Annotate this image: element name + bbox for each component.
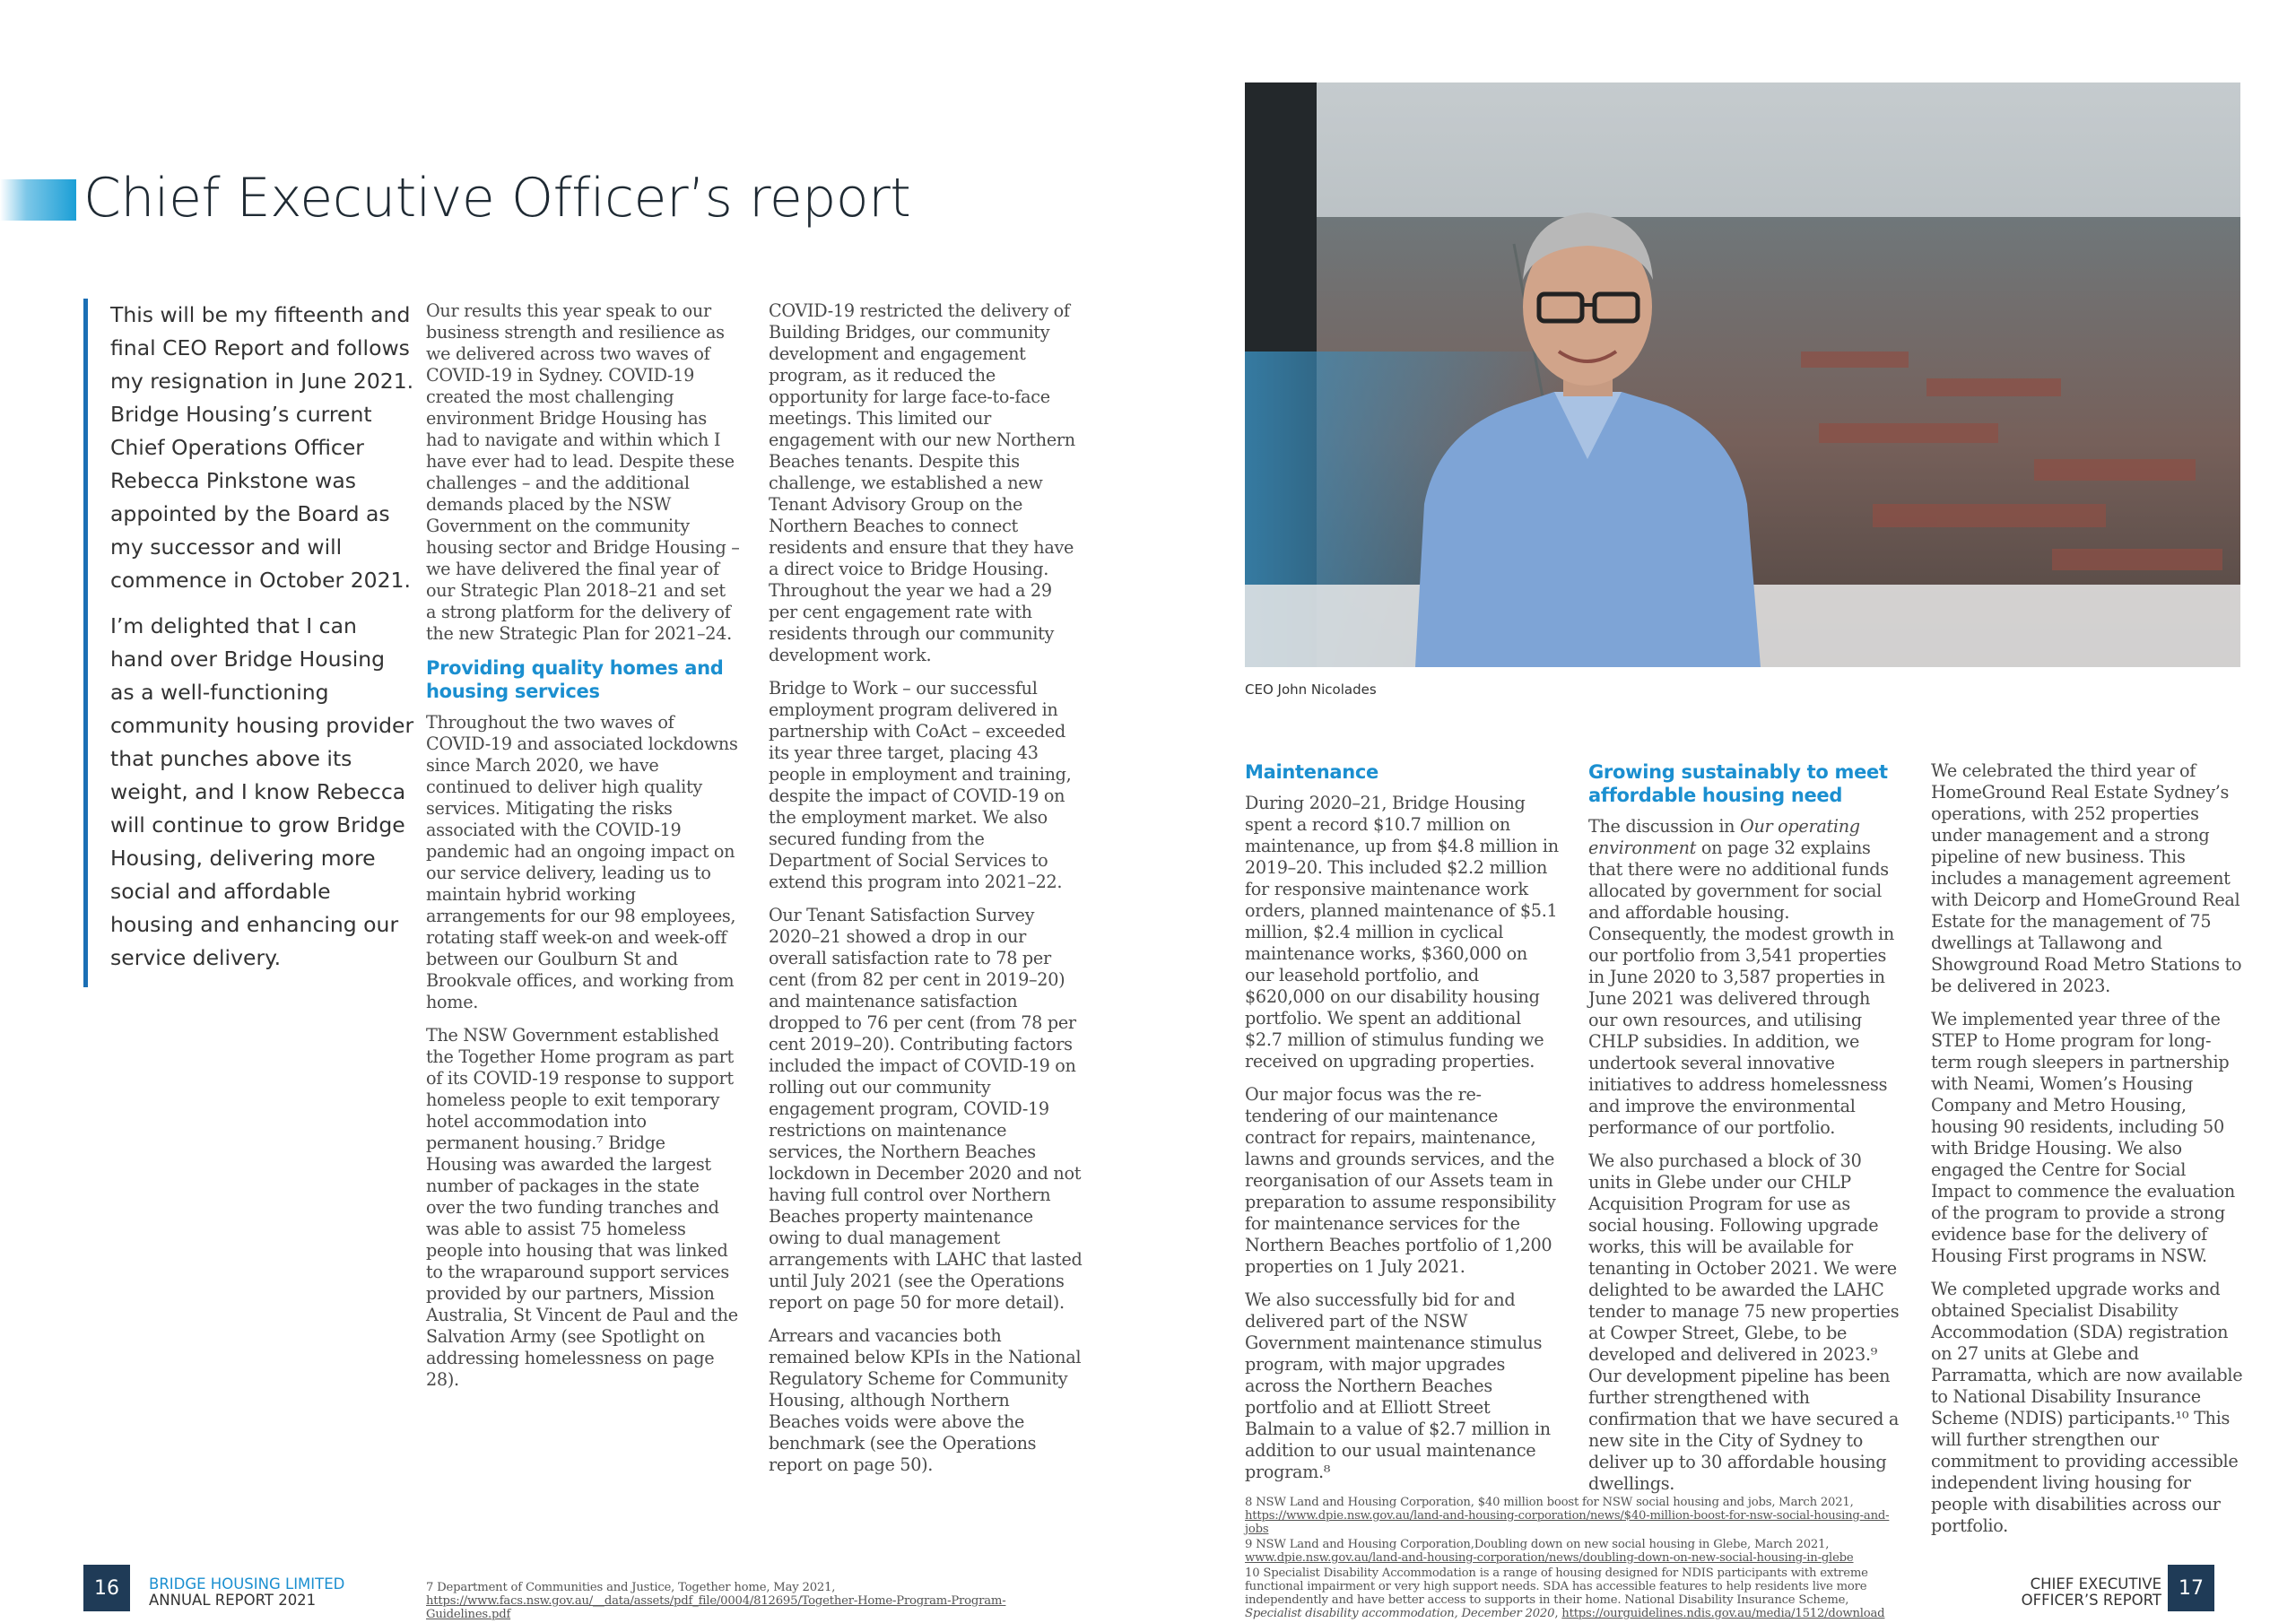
ceo-photo — [1245, 82, 2240, 667]
paragraph: We completed upgrade works and obtained Specialist Disability Accommodation (SDA) registration on 27 units at Glebe and Parramatta, which are now available to National Disability Insurance Scheme (NDIS) participants.¹⁰ This will further strengthen our commitment to providing accessible independent living housing for people with disabilities across our portfolio. — [1931, 1279, 2243, 1536]
paragraph: Bridge to Work – our successful employment program delivered in partnership with CoAct – exceeded its year three target, placing 43 people in employment and training, despite the impact of COVID-19 on the employment market. We also secured funding from the Department of Social Services to extend this program into 2021–22. — [769, 678, 1072, 892]
footnote-text: 8 NSW Land and Housing Corporation, $40 million boost for NSW social housing and jobs, March 2021, — [1245, 1496, 1854, 1509]
footnote-link[interactable]: https://www.facs.nsw.gov.au/__data/assets/pdf_file/0004/812695/Together-Home-Program-Program-Guidelines.pdf — [426, 1594, 1006, 1621]
paragraph: The NSW Government established the Together Home program as part of its COVID-19 response to support homeless people to exit temporary hotel accommodation into permanent housing.⁷ Bridge Housing was awarded the largest number of packages in the state over the two funding tranches and was able to assist 75 homeless people into housing that was linked to the wraparound support services provided by our partners, Mission Australia, St Vincent de Paul and the Salvation Army (see Spotlight on addressing homelessness on page 28). — [426, 1025, 738, 1390]
paragraph: Our Tenant Satisfaction Survey 2020–21 showed a drop in our overall satisfaction rate to 78 per cent (from 82 per cent in 2019–20) and maintenance satisfaction dropped to 76 per cent (from 78 per cent 2019–20). Contributing factors included the impact of COVID-19 on rolling out our community engagement program, COVID-19 restrictions on maintenance services, the Northern Beaches lockdown in December 2020 and not having full control over Northern Beaches property maintenance owing to dual management arrangements with LAHC that lasted until July 2021 (see the Operations report on page 50 for more detail). — [769, 905, 1083, 1313]
text-column-1 — [426, 300, 740, 1402]
ceo-photo-illustration — [1245, 82, 2240, 667]
paragraph: Our results this year speak to our business strength and resilience as we delivered across two waves of COVID-19 in Sydney. COVID-19 created the most challenging environment Bridge Housing has had to navigate and within which I have ever had to lead. Despite these challenges – and the additional demands placed by the NSW Government on the community housing sector and Bridge Housing – we have delivered the final year of our Strategic Plan 2018–21 and set a strong platform for the delivery of the new Strategic Plan for 2021–24. — [426, 300, 740, 644]
footnote-8 — [1245, 1496, 1909, 1536]
intro-quote — [83, 299, 415, 987]
footnote-text: 9 NSW Land and Housing Corporation,Doubling down on new social housing in Glebe, March 2021, — [1245, 1538, 1830, 1551]
intro-paragraph: I’m delighted that I can hand over Bridge Housing as a well-functioning community housing provider that punches above its weight, and I know Rebecca will continue to grow Bridge Housing, delivering more social and affordable housing and enhancing our service delivery. — [110, 613, 414, 970]
text-run: The discussion in — [1588, 816, 1741, 837]
text-run: on page 32 explains that there were no additional funds allocated by government for social and affordable housing. Consequently, the modest growth in our portfolio from 3,541 properties in June 2020 to 3,587 properties in June 2021 was delivered through our own resources, and utilising CHLP subsidies. In addition, we undertook several innovative initiatives to address homelessness and improve the environmental performance of our portfolio. — [1588, 838, 1894, 1138]
section-name-line1: CHIEF EXECUTIVE — [2030, 1575, 2161, 1593]
footnote-text: , — [1554, 1607, 1562, 1620]
photo-caption: CEO John Nicolades — [1245, 681, 1377, 698]
section-heading: Providing quality homes and housing services — [426, 657, 724, 702]
paragraph: We celebrated the third year of HomeGround Real Estate Sydney’s operations, with 252 properties under management and a strong pipeline of new business. This includes a management agreement with Deicorp and HomeGround Real Estate for the management of 75 dwellings at Tallawong and Showground Road Metro Stations to be delivered in 2023. — [1931, 760, 2242, 996]
paragraph — [1588, 816, 1902, 1139]
text-column-5 — [1931, 760, 2245, 1549]
paragraph: COVID-19 restricted the delivery of Building Bridges, our community development and engagement program, as it reduced the opportunity for large face-to-face meetings. This limited our engagement with our new Northern Beaches tenants. Despite this challenge, we established a new Tenant Advisory Group on the Northern Beaches to connect residents and ensure that they have a direct voice to Bridge Housing. Throughout the year we had a 29 per cent engagement rate with residents through our community development work. — [769, 300, 1075, 665]
paragraph: We also purchased a block of 30 units in Glebe under our CHLP Acquisition Program for use as social housing. Following upgrade works, this will be available for tenanting in October 2021. We were delighted to be awarded the LAHC tender to manage 75 new properties at Cowper Street, Glebe, to be developed and delivered in 2023.⁹ Our development pipeline has been further strengthened with confirmation that we have secured a new site in the City of Sydney to deliver up to 30 affordable housing dwellings. — [1588, 1150, 1900, 1494]
text-column-3 — [1245, 760, 1559, 1495]
section-heading: Growing sustainably to meet affordable housing need — [1588, 761, 1888, 806]
paragraph: Arrears and vacancies both remained below KPIs in the National Regulatory Scheme for Community Housing, although Northern Beaches voids were above the benchmark (see the Operations report on page 50). — [769, 1325, 1082, 1475]
emphasis-text: Specialist disability accommodation, December 2020 — [1245, 1607, 1555, 1620]
emphasis-text: Our operating environment — [1588, 816, 1860, 858]
text-column-4 — [1588, 760, 1902, 1506]
paragraph: Our major focus was the re-tendering of our maintenance contract for repairs, maintenance, lawns and grounds services, and the reorganisation of our Assets team in preparation to assume responsibility for maintenance services for the Northern Beaches portfolio of 1,200 properties on 1 July 2021. — [1245, 1084, 1556, 1277]
footnote-text: 7 Department of Communities and Justice, Together home, May 2021, — [426, 1581, 836, 1594]
paragraph: We implemented year three of the STEP to Home program for long-term rough sleepers in partnership with Neami, Women’s Housing Company and Metro Housing, housing 90 residents, including 50 with Bridge Housing. We also engaged the Centre for Social Impact to commence the evaluation of the program to provide a strong evidence base for the delivery of Housing First programs in NSW. — [1931, 1009, 2235, 1266]
title-accent-bar — [0, 179, 76, 221]
paragraph: Throughout the two waves of COVID-19 and associated lockdowns since March 2020, we have continued to deliver high quality services. Mitigating the risks associated with the COVID-19 pandemic had an ongoing impact on our service delivery, leading us to maintain hybrid working arrangements for our 98 employees, rotating staff week-on and week-off between our Goulburn St and Brookvale offices, and working from home. — [426, 712, 738, 1012]
org-name: BRIDGE HOUSING LIMITED — [149, 1575, 345, 1593]
footnote-link[interactable]: www.dpie.nsw.gov.au/land-and-housing-corporation/news/doubling-down-on-new-social-housing-in-glebe — [1245, 1551, 1854, 1565]
section-name-line2: OFFICER’S REPORT — [2021, 1592, 2161, 1609]
page-title: Chief Executive Officer’s report — [83, 167, 911, 230]
running-head-right — [2018, 1576, 2161, 1609]
text-column-2 — [769, 300, 1083, 1488]
paragraph: We also successfully bid for and delivered part of the NSW Government maintenance stimulus program, with major upgrades across the Northern Beaches portfolio and at Elliott Street Balmain to a value of $2.7 million in addition to our usual maintenance program.⁸ — [1245, 1289, 1551, 1482]
paragraph: During 2020–21, Bridge Housing spent a record $10.7 million on maintenance, up from $4.8 million in 2019–20. This included $2.2 million for responsive maintenance work orders, planned maintenance of $5.1 million, $2.4 million in cyclical maintenance works, $360,000 on our leasehold portfolio, and $620,000 on our disability housing portfolio. We spent an additional $2.7 million of stimulus funding we received on upgrading properties. — [1245, 793, 1559, 1072]
footnote-7 — [426, 1581, 1090, 1621]
footnote-link[interactable]: https://ourguidelines.ndis.gov.au/media/1512/download — [1561, 1607, 1885, 1620]
footnote-10 — [1245, 1567, 1909, 1620]
intro-paragraph: This will be my fifteenth and final CEO Report and follows my resignation in June 2021. Bridge Housing’s current Chief Operations Officer Rebecca Pinkstone was appointed by the Board as my successor and will commence in October 2021. — [110, 302, 414, 593]
page-number-right: 17 — [2168, 1565, 2214, 1611]
footnote-link[interactable]: https://www.dpie.nsw.gov.au/land-and-housing-corporation/news/$40-million-boost-for-nsw-social-housing-and-jobs — [1245, 1509, 1890, 1536]
running-head-left — [149, 1576, 344, 1609]
footnote-text: 10 Specialist Disability Accommodation is a range of housing designed for NDIS participants with extreme functional impairment or very high support needs. SDA has accessible features to help residents live more independently and have better access to supports in their home. National Disability Insurance Scheme, — [1245, 1567, 1868, 1607]
page-number-left: 16 — [83, 1565, 130, 1611]
footnote-9 — [1245, 1538, 1909, 1565]
footnotes-right — [1245, 1496, 1909, 1622]
section-heading: Maintenance — [1245, 761, 1378, 783]
report-name: ANNUAL REPORT 2021 — [149, 1592, 317, 1609]
